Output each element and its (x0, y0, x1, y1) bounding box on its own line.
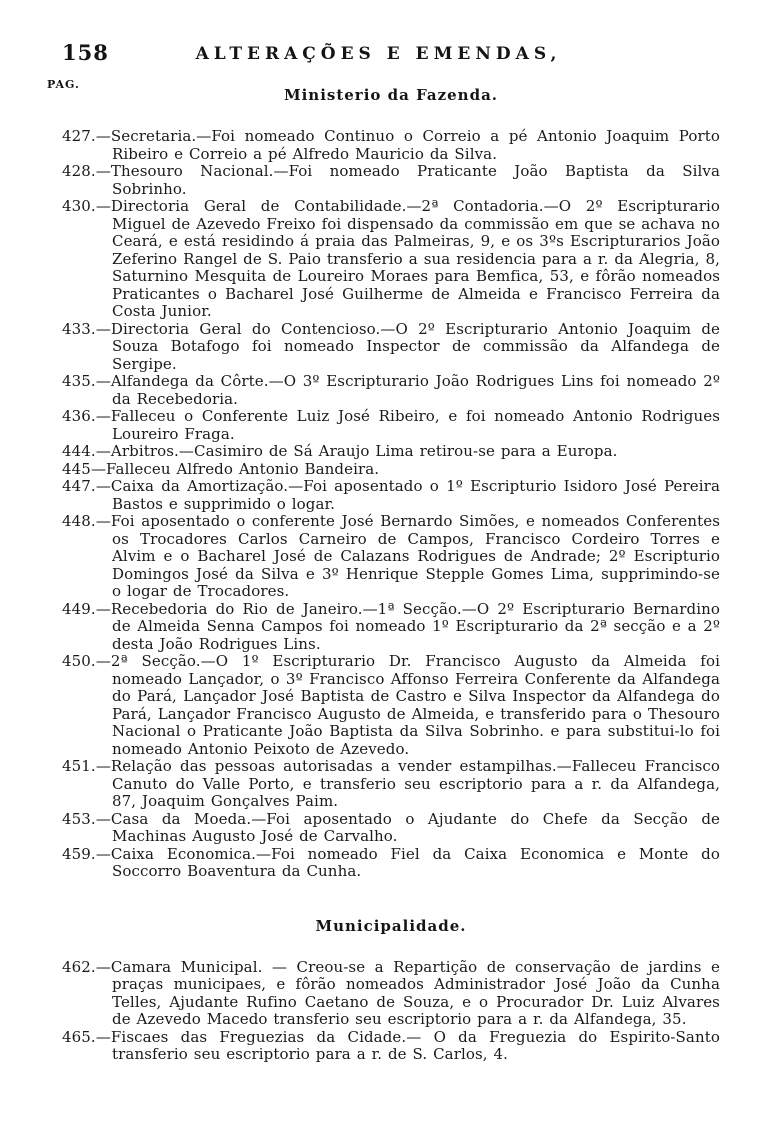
entry (62, 478, 720, 513)
entry-number: 462. (62, 957, 96, 976)
entry-number: 453. (62, 809, 96, 828)
entry-text: —Arbitros.—Casimiro de Sá Araujo Lima retirou-se para a Europa. (95, 442, 618, 460)
entry-text: —Relação das pessoas autorisadas a vender estampilhas.—Falleceu Francisco Canuto do Valle Porto, e transferio seu escriptorio para a r. da Alfandega, 87, Joaquim Gonçalves Paim. (95, 757, 720, 810)
entry (62, 163, 720, 198)
entry (62, 959, 720, 1029)
entry (62, 408, 720, 443)
entry-text: —Recebedoria do Rio de Janeiro.—1ª Secção.—O 2º Escripturario Bernardino de Almeida Senna Campos foi nomeado 1º Escripturario da 2ª secção e a 2º desta João Rodrigues Lins. (95, 599, 720, 653)
entry (62, 443, 720, 461)
entry-number: 449. (62, 599, 96, 618)
entry-text: —Caixa da Amortização.—Foi aposentado o 1º Escripturio Isidoro José Pereira Bastos e supprimido o logar. (95, 477, 720, 513)
entry (62, 846, 720, 881)
section (62, 86, 720, 881)
content (62, 86, 720, 1064)
section (62, 917, 720, 1064)
section-heading: Municipalidade. (315, 916, 467, 935)
entry (62, 128, 720, 163)
entry-number: 433. (62, 319, 96, 338)
entry (62, 461, 720, 479)
entry (62, 601, 720, 654)
entry-text: —Secretaria.—Foi nomeado Continuo o Correio a pé Antonio Joaquim Porto Ribeiro e Correio a pé Alfredo Mauricio da Silva. (95, 127, 720, 163)
entry-number: 445 (62, 459, 91, 478)
section-heading: Ministerio da Fazenda. (283, 86, 499, 104)
entry-number: 447. (62, 477, 96, 495)
entry-number: 465. (62, 1027, 96, 1046)
entry (62, 758, 720, 811)
entry-text: —Alfandega da Côrte.—O 3º Escripturario João Rodrigues Lins foi nomeado 2º da Recebedoria. (95, 372, 720, 408)
entry-text: —Casa da Moeda.—Foi aposentado o Ajudante do Chefe da Secção de Machinas Augusto José de Carvalho. (95, 809, 720, 845)
entry (62, 811, 720, 846)
entry-number: 444. (62, 442, 96, 460)
page-number: 158 (62, 40, 109, 65)
page-column-label: PAG. (47, 78, 80, 91)
entry-number: 430. (62, 197, 96, 215)
entry-number: 459. (62, 844, 96, 863)
entry (62, 513, 720, 601)
entry (62, 1029, 720, 1064)
entry-text: —Fiscaes das Freguezias da Cidade.— O da Freguezia do Espirito-Santo transferio seu escriptorio para a r. de S. Carlos, 4. (95, 1027, 720, 1063)
entry-text: —Falleceu Alfredo Antonio Bandeira. (90, 459, 380, 478)
entry-text: —Caixa Economica.—Foi nomeado Fiel da Caixa Economica e Monte do Soccorro Boaventura da Cunha. (95, 844, 720, 880)
running-title: ALTERAÇÕES E EMENDAS, (195, 44, 562, 64)
entry-number: 448. (62, 512, 96, 530)
entry-text: —Directoria Geral de Contabilidade.—2ª Contadoria.—O 2º Escripturario Miguel de Azevedo Freixo foi dispensado da commissão em que se achava no Ceará, e está residindo á praia das Palmeiras, 9, e os 3ºs Escripturarios João Zeferino Rangel de S. Paio transferio a sua residencia para a r. da Alegria, 8, Saturnino Mesquita de Loureiro Moraes para Bemfica, 53, e fôrão nomeados Praticantes o Bacharel José Guilherme de Almeida e Francisco Ferreira da Costa Junior. (95, 197, 720, 320)
entry (62, 373, 720, 408)
entry-text: —Camara Municipal. — Creou-se a Repartição de conservação de jardins e praças municipaes, e fôrão nomeados Administrador José João da Cunha Telles, Ajudante Rufino Caetano de Souza, e o Procurador Dr. Luiz Alvares de Azevedo Macedo transferio seu escriptorio para a r. da Alfandega, 35. (95, 957, 720, 1028)
entry-text: —Falleceu o Conferente Luiz José Ribeiro, e foi nomeado Antonio Rodrigues Loureiro Fraga. (95, 407, 720, 443)
entry (62, 198, 720, 321)
entry-number: 428. (62, 162, 96, 180)
entry-text: —2ª Secção.—O 1º Escripturario Dr. Francisco Augusto da Almeida foi nomeado Lançador, o 3º Francisco Affonso Ferreira Conferente da Alfandega do Pará, Lançador José Baptista de Castro e Silva Inspector da Alfandega do Pará, Lançador Francisco Augusto de Almeida, e transferido para o Thesouro Nacional o Praticante João Baptista da Silva Sobrinho. e para substitui-lo foi nomeado Antonio Peixoto de Azevedo. (95, 652, 720, 758)
entry-number: 450. (62, 652, 96, 670)
entry-number: 435. (62, 372, 96, 390)
entry-number: 451. (62, 757, 96, 775)
entry-text: —Directoria Geral do Contencioso.—O 2º Escripturario Antonio Joaquim de Souza Botafogo foi nomeado Inspector de commissão da Alfandega de Sergipe. (95, 319, 720, 373)
entry (62, 653, 720, 758)
entry-number: 436. (62, 407, 96, 425)
entry-text: —Thesouro Nacional.—Foi nomeado Praticante João Baptista da Silva Sobrinho. (95, 162, 720, 198)
entry-text: —Foi aposentado o conferente José Bernardo Simões, e nomeados Conferentes os Trocadores Carlos Carneiro de Campos, Francisco Cordeiro Torres e Alvim e o Bacharel José de Calazans Rodrigues de Andrade; 2º Escripturio Domingos José da Silva e 3º Henrique Stepple Gomes Lima, supprimindo-se o logar de Trocadores. (95, 512, 720, 600)
entry-number: 427. (62, 127, 96, 145)
entry (62, 321, 720, 374)
